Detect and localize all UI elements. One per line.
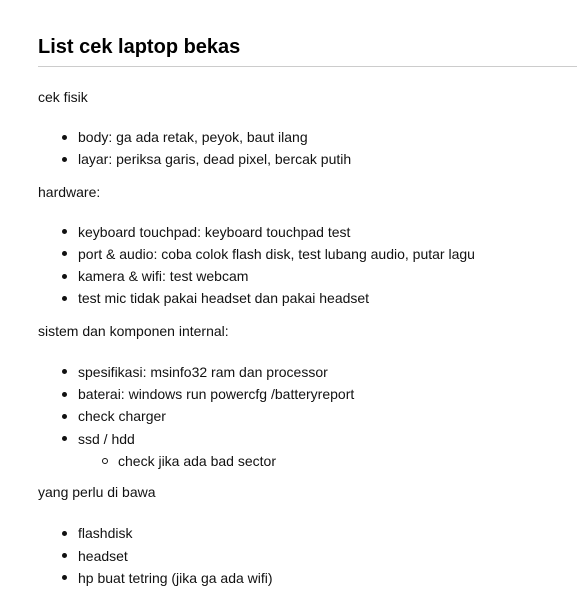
list-yang-perlu-di-bawa	[38, 522, 577, 589]
list-item	[38, 243, 577, 265]
section-heading-sistem: sistem dan komponen internal:	[38, 322, 229, 339]
list-item-text: port & audio: coba colok flash disk, test lubang audio, putar lagu	[78, 245, 475, 262]
list-sistem	[38, 361, 577, 472]
list-cek-fisik	[38, 126, 577, 171]
list-item	[38, 383, 577, 405]
list-item-text: kamera & wifi: test webcam	[78, 268, 249, 285]
bullet-icon	[62, 157, 67, 162]
list-item-text: body: ga ada retak, peyok, baut ilang	[78, 129, 308, 145]
list-item	[38, 221, 577, 243]
bullet-icon	[62, 531, 67, 536]
list-item-text: layar: periksa garis, dead pixel, bercak putih	[78, 151, 352, 168]
list-item-text: flashdisk	[78, 525, 133, 542]
list-item	[38, 148, 577, 170]
bullet-icon	[62, 296, 67, 301]
bullet-icon	[62, 274, 67, 279]
bullet-icon	[62, 251, 67, 256]
list-item	[38, 361, 577, 383]
list-item	[38, 405, 577, 427]
list-hardware	[38, 221, 577, 310]
page-title: List cek laptop bekas	[38, 0, 577, 67]
sublist-ssd-hdd	[78, 450, 577, 472]
bullet-icon	[62, 414, 67, 419]
bullet-icon	[62, 369, 67, 374]
bullet-icon	[62, 392, 67, 397]
bullet-icon	[62, 229, 67, 234]
list-item	[38, 265, 577, 287]
section-heading-yang-perlu-di-bawa: yang perlu di bawa	[38, 484, 156, 501]
list-item-text: check charger	[78, 408, 166, 425]
list-item-text: headset	[78, 547, 128, 564]
list-item	[38, 567, 577, 589]
list-item	[38, 428, 577, 473]
bullet-icon	[62, 135, 67, 140]
list-item-text: hp buat tetring (jika ga ada wifi)	[78, 569, 273, 586]
sublist-item	[78, 450, 577, 472]
list-item	[38, 545, 577, 567]
bullet-icon	[62, 436, 67, 441]
list-item-text: baterai: windows run powercfg /batteryreport	[78, 386, 355, 403]
list-item-text: spesifikasi: msinfo32 ram dan processor	[78, 363, 328, 380]
section-heading-cek-fisik: cek fisik	[38, 89, 88, 105]
section-heading-hardware: hardware:	[38, 183, 101, 200]
document-page	[38, 0, 577, 589]
bullet-icon	[62, 575, 67, 580]
hollow-bullet-icon	[102, 458, 108, 464]
list-item	[38, 126, 577, 148]
list-item	[38, 287, 577, 309]
bullet-icon	[62, 553, 67, 558]
list-item-text: ssd / hdd	[78, 430, 135, 447]
list-item-text: test mic tidak pakai headset dan pakai headset	[78, 290, 370, 307]
list-item-text: keyboard touchpad: keyboard touchpad test	[78, 223, 351, 240]
sublist-item-text: check jika ada bad sector	[118, 452, 276, 469]
list-item	[38, 522, 577, 544]
